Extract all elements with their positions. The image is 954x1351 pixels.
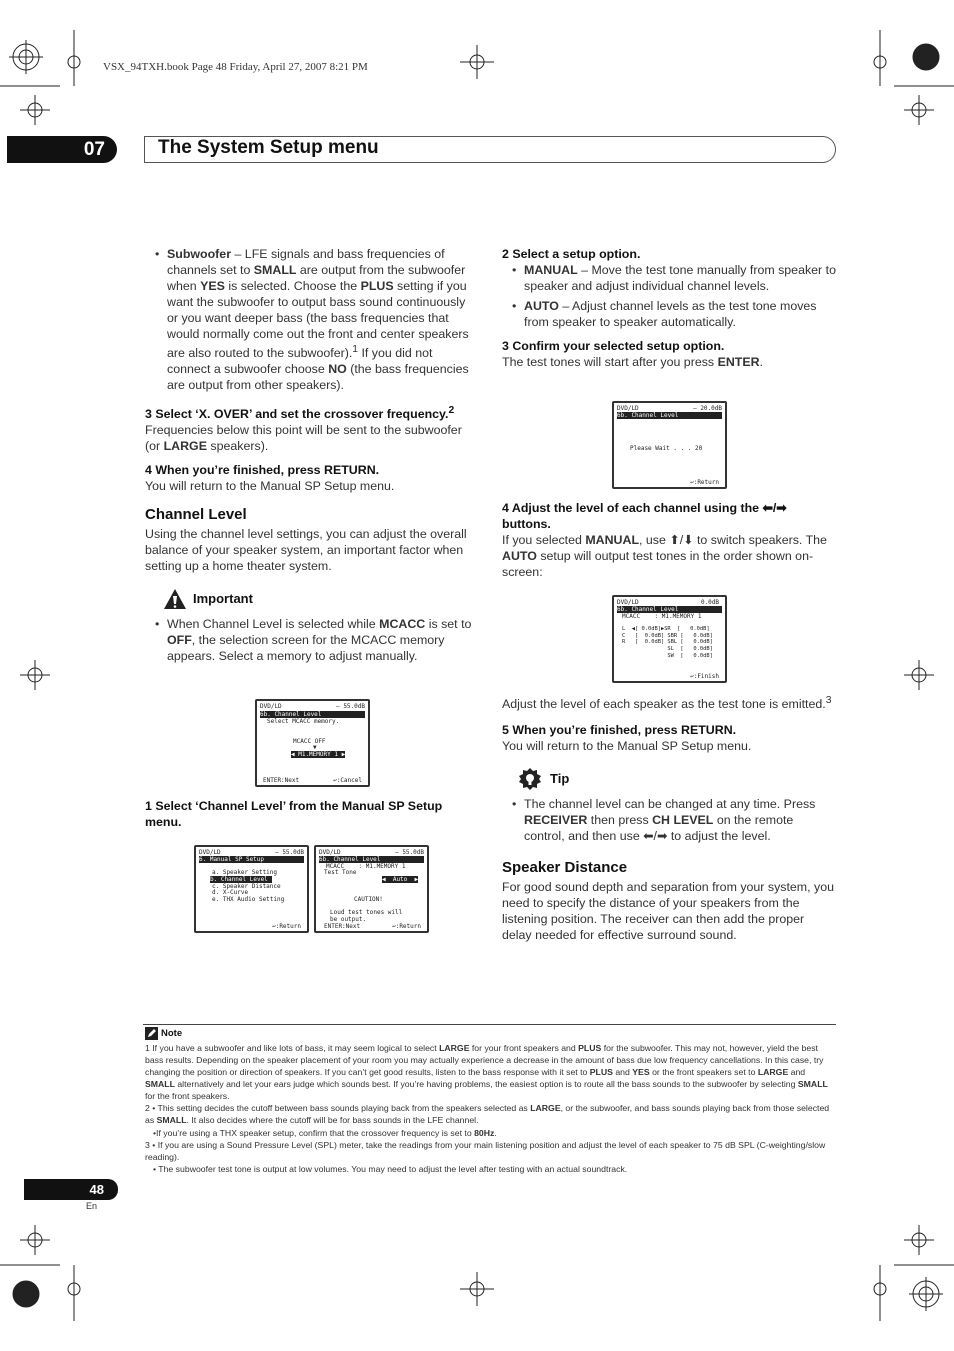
- left-step4-body: You will return to the Manual SP Setup menu.: [145, 479, 395, 494]
- page-language: En: [86, 1201, 98, 1211]
- speaker-distance-heading: Speaker Distance: [502, 859, 628, 877]
- chapter-title: The System Setup menu: [158, 137, 379, 158]
- important-bullet: • When Channel Level is selected while MCACC is set to OFF, the selection screen for the MCACC memory appears. Select a memory to adjust manually.: [145, 616, 477, 664]
- note-1: 1 If you have a subwoofer and like lots of bass, it may seem logical to select LARGE for your front speakers and PLUS for the subwoofer. This may not, however, yield the best bass results. Depending on the speaker placement of your room you may actually experience a decrease in the amount of bass due low frequency cancellations. In this case, try changing the position or direction of speakers. If you can’t get good results, listen to the bass response with it set to PLUS and YES or the front speakers set to LARGE and SMALL alternatively and let your ears judge which sounds best. If you’re having problems, the easiest option is to route all the bass sounds to the subwoofer by selecting SMALL for the front speakers.: [145, 1043, 828, 1101]
- left-step3: 3 Select ‘X. OVER’ and set the crossover frequency.$^2$: [145, 405, 455, 422]
- important-label: Important: [193, 591, 253, 607]
- tip-row: [502, 766, 836, 792]
- note-3b: • The subwoofer test tone is output at low volumes. You may need to adjust the level after testing with an actual soundtrack.: [153, 1164, 628, 1174]
- right-step3-body: The test tones will start after you press ENTER.: [502, 355, 764, 369]
- right-column-bottom: [502, 693, 836, 943]
- auto-bullet: • AUTO – Adjust channel levels as the test tone moves from speaker to speaker automatically.: [502, 298, 836, 330]
- note-label: Note: [161, 1028, 183, 1039]
- left-step4: 4 When you’re finished, press RETURN.: [145, 463, 380, 478]
- left-step1: 1 Select ‘Channel Level’ from the Manual SP Setup menu.: [145, 799, 443, 829]
- book-info: VSX_94TXH.book Page 48 Friday, April 27, 2007 8:21 PM: [103, 61, 368, 73]
- osd-test-tone: DVD/LD – 55.0dB 6b. Channel Level MCACC : M1.MEMORY 1 Test Tone ◀ Auto ▶ CAUTION! Loud test tones will be output. ENTER:Next ↩:Return: [314, 845, 429, 933]
- right-step5-body: You will return to the Manual SP Setup menu.: [502, 739, 752, 754]
- note-pencil-icon: [145, 1027, 158, 1040]
- term-subwoofer: Subwoofer: [167, 247, 232, 261]
- chapter-number: 07: [7, 136, 117, 163]
- right-step5: 5 When you’re finished, press RETURN.: [502, 723, 737, 738]
- note-header: [145, 1027, 182, 1040]
- note-divider: [143, 1024, 836, 1025]
- speaker-distance-body: For good sound depth and separation from your system, you need to specify the distance of your speakers from the listening position. The receiver can then add the proper delay needed for effective surround sound.: [502, 880, 834, 943]
- manual-bullet: • MANUAL – Move the test tone manually from speaker to speaker and adjust individual channel levels.: [502, 262, 836, 294]
- left-step3-body: Frequencies below this point will be sent to the subwoofer (or LARGE speakers).: [145, 423, 462, 454]
- left-column: [145, 246, 477, 664]
- important-row: [145, 586, 477, 612]
- adjust-text: Adjust the level of each speaker as the test tone is emitted.$^3$: [502, 695, 832, 712]
- tip-bullet: • The channel level can be changed at any time. Press RECEIVER then press CH LEVEL on the remote control, and then use ⬅/➡ to adjust the level.: [502, 796, 836, 844]
- channel-level-heading: Channel Level: [145, 506, 247, 524]
- channel-level-body: Using the channel level settings, you can adjust the overall balance of your speaker system, an important factor when setting up a home theater system.: [145, 527, 467, 574]
- tip-label: Tip: [550, 771, 570, 787]
- note-3: 3 • If you are using a Sound Pressure Level (SPL) meter, take the readings from your main listening position and adjust the level of each speaker to 75 dB SPL (C-weighting/slow reading).: [145, 1140, 826, 1162]
- subwoofer-bullet: • Subwoofer – LFE signals and bass frequencies of channels set to SMALL are output from the subwoofer when YES is selected. Choose the PLUS setting if you want the subwoofer to output bass sound continuously or you want deeper bass (the bass frequencies that would normally come out the front and center speakers are also routed to the subwoofer).$^1$ If you did not connect a subwoofer choose NO (the bass frequencies are output from other speakers).: [145, 246, 477, 393]
- osd-please-wait: DVD/LD – 20.0dB 6b. Channel Level Please Wait . . . 20 ↩:Return: [612, 401, 727, 489]
- right-step3: 3 Confirm your selected setup option.: [502, 339, 725, 353]
- note-2: 2 • This setting decides the cutoff between bass sounds playing back from the speakers selected as LARGE, or the subwoofer, and bass sounds playing back from those selected as SMALL. It also decides where the cutoff will be for bass sounds in the LFE channel.: [145, 1103, 830, 1125]
- right-step4: 4 Adjust the level of each channel using the ⬅/➡ buttons.: [502, 501, 787, 531]
- osd-channel-levels: DVD/LD 0.0dB 6b. Channel Level MCACC : M1.MEMORY 1 L ◀[ 0.0dB]▶SR [ 0.0dB] C [ 0.0dB] SBR [ 0.0dB] R [ 0.0dB] SBL [ 0.0dB] SL [ 0.0dB] SW [ 0.0dB] ↩:Finish: [612, 595, 727, 683]
- right-step2: 2 Select a setup option.: [502, 247, 641, 261]
- tip-lightbulb-icon: [518, 767, 542, 791]
- note-2b: •If you’re using a THX speaker setup, confirm that the crossover frequency is set to 80Hz.: [153, 1128, 497, 1138]
- right-column-top: [502, 246, 836, 370]
- right-step4-body: If you selected MANUAL, use ⬆/⬇ to switch speakers. The AUTO setup will output test tones in the order shown on-screen:: [502, 533, 827, 579]
- page-number: 48: [24, 1179, 118, 1200]
- osd-manual-sp-setup: DVD/LD – 55.0dB 6. Manual SP Setup a. Speaker Setting b. Channel Level c. Speaker Distance d. X-Curve e. THX Audio Setting ↩:Return: [194, 845, 309, 933]
- right-column-mid: [502, 500, 836, 580]
- osd-mcacc-select: DVD/LD – 55.0dB 6b. Channel Level Select MCACC memory. MCACC OFF ▼ ◀ M1.MEMORY 1 ▶ ENTER:Next ↩:Cancel: [255, 699, 370, 787]
- warning-hand-icon: [163, 588, 187, 610]
